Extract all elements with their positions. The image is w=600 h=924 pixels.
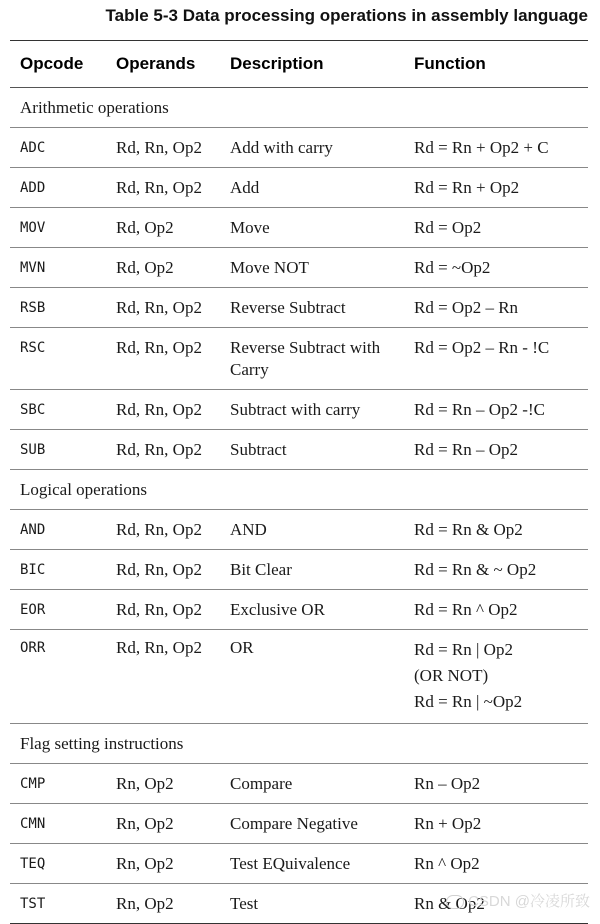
section-title: Arithmetic operations [20,98,169,117]
table-row [10,390,588,430]
description-cell: Reverse Subtract with Carry [230,338,381,379]
description-cell: Compare [230,774,293,793]
function-cell [414,764,588,804]
opcode-cell: TST [20,896,46,912]
function-line: (OR NOT) [414,666,489,685]
description-cell: Add [230,178,260,197]
opcode-cell: ORR [20,640,46,656]
opcode-cell: AND [20,522,46,538]
function-line: Rd = Rn | Op2 [414,640,513,659]
section-row [10,724,588,764]
opcode-cell: ADD [20,180,46,196]
section-title: Flag setting instructions [20,734,184,753]
function-cell [414,168,588,208]
data-processing-table [10,40,588,924]
operands-cell: Rn, Op2 [116,894,174,913]
opcode-cell: SUB [20,442,46,458]
function-line: Rd = Rn | ~Op2 [414,692,523,711]
function-cell [414,128,588,168]
description-cell: Subtract [230,440,287,459]
function-line: Rn – Op2 [414,774,481,793]
function-line: Rd = Rn + Op2 [414,178,520,197]
table-row [10,510,588,550]
description-cell: Test [230,894,259,913]
opcode-cell: RSC [20,340,46,356]
function-line: Rd = Rn + Op2 + C [414,138,549,157]
function-cell [414,288,588,328]
function-line: Rd = Rn ^ Op2 [414,600,518,619]
function-line: Rd = Op2 – Rn - !C [414,338,550,357]
opcode-cell: MOV [20,220,46,236]
operands-cell: Rd, Rn, Op2 [116,600,202,619]
table-row [10,168,588,208]
opcode-cell: TEQ [20,856,46,872]
operands-cell: Rd, Rn, Op2 [116,400,202,419]
function-line: Rd = Op2 – Rn [414,298,519,317]
opcode-cell: MVN [20,260,46,276]
function-line: Rd = Rn – Op2 [414,440,519,459]
operands-cell: Rd, Rn, Op2 [116,440,202,459]
watermark-text: CSDN @冷凌所致 [468,893,590,910]
table-row [10,630,588,724]
description-cell: Test EQuivalence [230,854,351,873]
function-line: Rd = ~Op2 [414,258,491,277]
function-line: Rn + Op2 [414,814,482,833]
operands-cell: Rd, Rn, Op2 [116,138,202,157]
operands-cell: Rn, Op2 [116,814,174,833]
function-line: Rd = Rn & Op2 [414,520,523,539]
description-cell: AND [230,520,267,539]
function-line: Rn & Op2 [414,894,485,913]
table-row [10,430,588,470]
function-cell [414,804,588,844]
table-row [10,764,588,804]
table-row [10,248,588,288]
table-row [10,288,588,328]
description-cell: Reverse Subtract [230,298,346,317]
description-cell: Move NOT [230,258,309,277]
table-row [10,328,588,390]
operands-cell: Rn, Op2 [116,854,174,873]
section-row [10,470,588,510]
opcode-cell: ADC [20,140,46,156]
table-caption: Table 5-3 Data processing operations in assembly language [105,6,588,25]
table-row [10,550,588,590]
description-cell: Bit Clear [230,560,292,579]
table-row [10,844,588,884]
description-cell: Compare Negative [230,814,358,833]
header-function: Function [414,54,486,73]
description-cell: Subtract with carry [230,400,361,419]
table-row [10,590,588,630]
section-row [10,88,588,128]
operands-cell: Rd, Rn, Op2 [116,298,202,317]
operands-cell: Rd, Rn, Op2 [116,338,202,357]
wechat-icon [446,895,464,909]
function-cell [414,328,588,390]
function-cell [414,390,588,430]
table-row [10,128,588,168]
operands-cell: Rd, Rn, Op2 [116,520,202,539]
operands-cell: Rd, Op2 [116,218,174,237]
section-title: Logical operations [20,480,147,499]
operands-cell: Rd, Op2 [116,258,174,277]
function-cell [414,550,588,590]
operands-cell: Rd, Rn, Op2 [116,638,202,657]
function-line: Rd = Rn – Op2 -!C [414,400,545,419]
opcode-cell: RSB [20,300,46,316]
function-cell [414,844,588,884]
function-cell [414,430,588,470]
function-line: Rn ^ Op2 [414,854,480,873]
operands-cell: Rd, Rn, Op2 [116,178,202,197]
function-cell [414,248,588,288]
opcode-cell: EOR [20,602,46,618]
table-row [10,804,588,844]
description-cell: Exclusive OR [230,600,325,619]
header-description: Description [230,54,324,73]
header-operands: Operands [116,54,196,73]
opcode-cell: CMN [20,816,46,832]
header-opcode: Opcode [20,54,84,73]
function-line: Rd = Op2 [414,218,482,237]
description-cell: OR [230,638,254,657]
operands-cell: Rn, Op2 [116,774,174,793]
opcode-cell: SBC [20,402,46,418]
opcode-cell: CMP [20,776,46,792]
header-row [10,41,588,88]
description-cell: Move [230,218,270,237]
function-cell [414,590,588,630]
function-cell [414,630,588,724]
table-body [10,88,588,924]
table-row [10,208,588,248]
function-line: Rd = Rn & ~ Op2 [414,560,537,579]
function-cell [414,510,588,550]
function-cell [414,208,588,248]
watermark [446,890,590,911]
opcode-cell: BIC [20,562,46,578]
operands-cell: Rd, Rn, Op2 [116,560,202,579]
description-cell: Add with carry [230,138,333,157]
